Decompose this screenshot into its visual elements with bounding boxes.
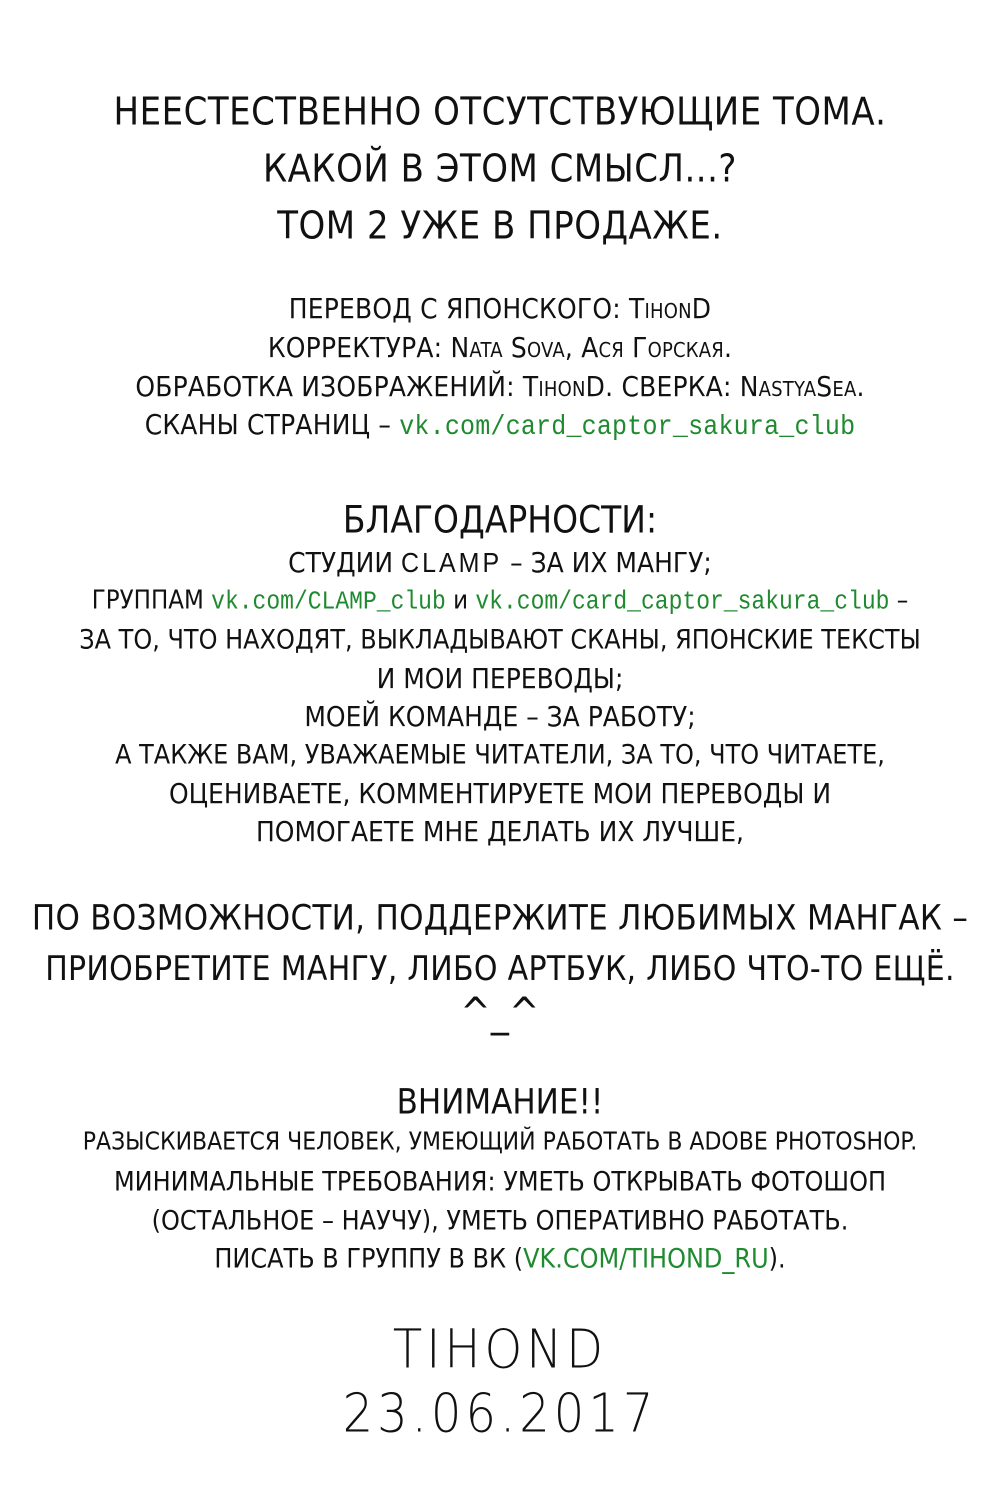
attention-line-4-prefix: ПИСАТЬ В ГРУППУ В ВК (	[214, 1243, 524, 1275]
thanks-studio-name: CLAMP	[401, 547, 503, 579]
credit-proofreading-names: Nata Sova, Ася Горская.	[450, 331, 733, 364]
thanks-studio-suffix: – ЗА ИХ МАНГУ;	[510, 546, 712, 579]
attention-line-3: (ОСТАЛЬНОЕ – НАУЧУ), УМЕТЬ ОПЕРАТИВНО РАБОТАТЬ.	[151, 1205, 849, 1237]
signature-date: 23.06.2017	[342, 1382, 658, 1445]
thanks-groups	[0, 586, 1000, 616]
credit-check-name: NastyaSea.	[739, 370, 865, 403]
credit-scans	[0, 408, 1000, 443]
heading-line-2: КАКОЙ В ЭТОМ СМЫСЛ...?	[263, 147, 737, 192]
credit-translation	[0, 292, 1000, 324]
thanks-line-7: ОЦЕНИВАЕТЕ, КОММЕНТИРУЕТЕ МОИ ПЕРЕВОДЫ И	[168, 777, 832, 810]
thanks-group-link-2[interactable]: vk.com/card_captor_sakura_club	[475, 587, 890, 617]
support-line-1: ПО ВОЗМОЖНОСТИ, ПОДДЕРЖИТЕ ЛЮБИМЫХ МАНГАК –	[31, 898, 969, 939]
heading-line-1: НЕЕСТЕСТВЕННО ОТСУТСТВУЮЩИЕ ТОМА.	[113, 90, 887, 135]
thanks-line-6: А ТАКЖЕ ВАМ, УВАЖАЕМЫЕ ЧИТАТЕЛИ, ЗА ТО, ЧТО ЧИТАЕТЕ,	[115, 739, 885, 771]
attention-line-4-suffix: ).	[768, 1243, 786, 1275]
credit-editing	[0, 370, 1000, 402]
attention-line-4	[0, 1243, 1000, 1274]
signature-name: TIHOND	[392, 1318, 608, 1381]
support-line-2: ПРИОБРЕТИТЕ МАНГУ, ЛИБО АРТБУК, ЛИБО ЧТО-ТО ЕЩЁ.	[45, 950, 955, 990]
credit-translation-label: ПЕРЕВОД С ЯПОНСКОГО:	[288, 292, 621, 325]
credit-check-label: СВЕРКА:	[621, 370, 732, 403]
attention-line-2: МИНИМАЛЬНЫЕ ТРЕБОВАНИЯ: УМЕТЬ ОТКРЫВАТЬ ФОТОШОП	[113, 1166, 887, 1198]
credit-proofreading-label: КОРРЕКТУРА:	[267, 331, 443, 364]
thanks-line-3: ЗА ТО, ЧТО НАХОДЯТ, ВЫКЛАДЫВАЮТ СКАНЫ, ЯПОНСКИЕ ТЕКСТЫ	[79, 624, 921, 656]
credit-scans-label: СКАНЫ СТРАНИЦ –	[144, 408, 392, 441]
thanks-title: БЛАГОДАРНОСТИ:	[342, 498, 658, 542]
thanks-line-4: И МОИ ПЕРЕВОДЫ;	[376, 662, 624, 695]
thanks-groups-dash: –	[896, 586, 909, 616]
thanks-group-link-1[interactable]: vk.com/CLAMP_club	[211, 587, 446, 617]
thanks-groups-and: и	[453, 586, 469, 616]
thanks-line-8: ПОМОГАЕТЕ МНЕ ДЕЛАТЬ ИХ ЛУЧШЕ,	[255, 815, 744, 848]
thanks-studio-prefix: СТУДИИ	[288, 546, 394, 579]
credit-proofreading	[0, 331, 1000, 363]
attention-group-link[interactable]: VK.COM/TIHOND_RU	[523, 1243, 769, 1275]
credit-editing-name: TihonD.	[522, 370, 614, 403]
heading-line-3: ТОМ 2 УЖЕ В ПРОДАЖЕ.	[277, 204, 723, 249]
attention-title: ВНИМАНИЕ!!	[396, 1082, 604, 1123]
thanks-studio	[0, 546, 1000, 580]
credit-editing-label: ОБРАБОТКА ИЗОБРАЖЕНИЙ:	[135, 370, 515, 403]
support-emoticon: ^_^	[460, 990, 540, 1036]
credit-translation-name: TihonD	[629, 292, 712, 325]
credit-scans-link[interactable]: vk.com/card_captor_sakura_club	[399, 410, 856, 443]
thanks-line-5: МОЕЙ КОМАНДЕ – ЗА РАБОТУ;	[304, 700, 696, 733]
thanks-groups-prefix: ГРУППАМ	[91, 586, 204, 616]
attention-line-1: РАЗЫСКИВАЕТСЯ ЧЕЛОВЕК, УМЕЮЩИЙ РАБОТАТЬ В ADOBE PHOTOSHOP.	[82, 1128, 918, 1156]
